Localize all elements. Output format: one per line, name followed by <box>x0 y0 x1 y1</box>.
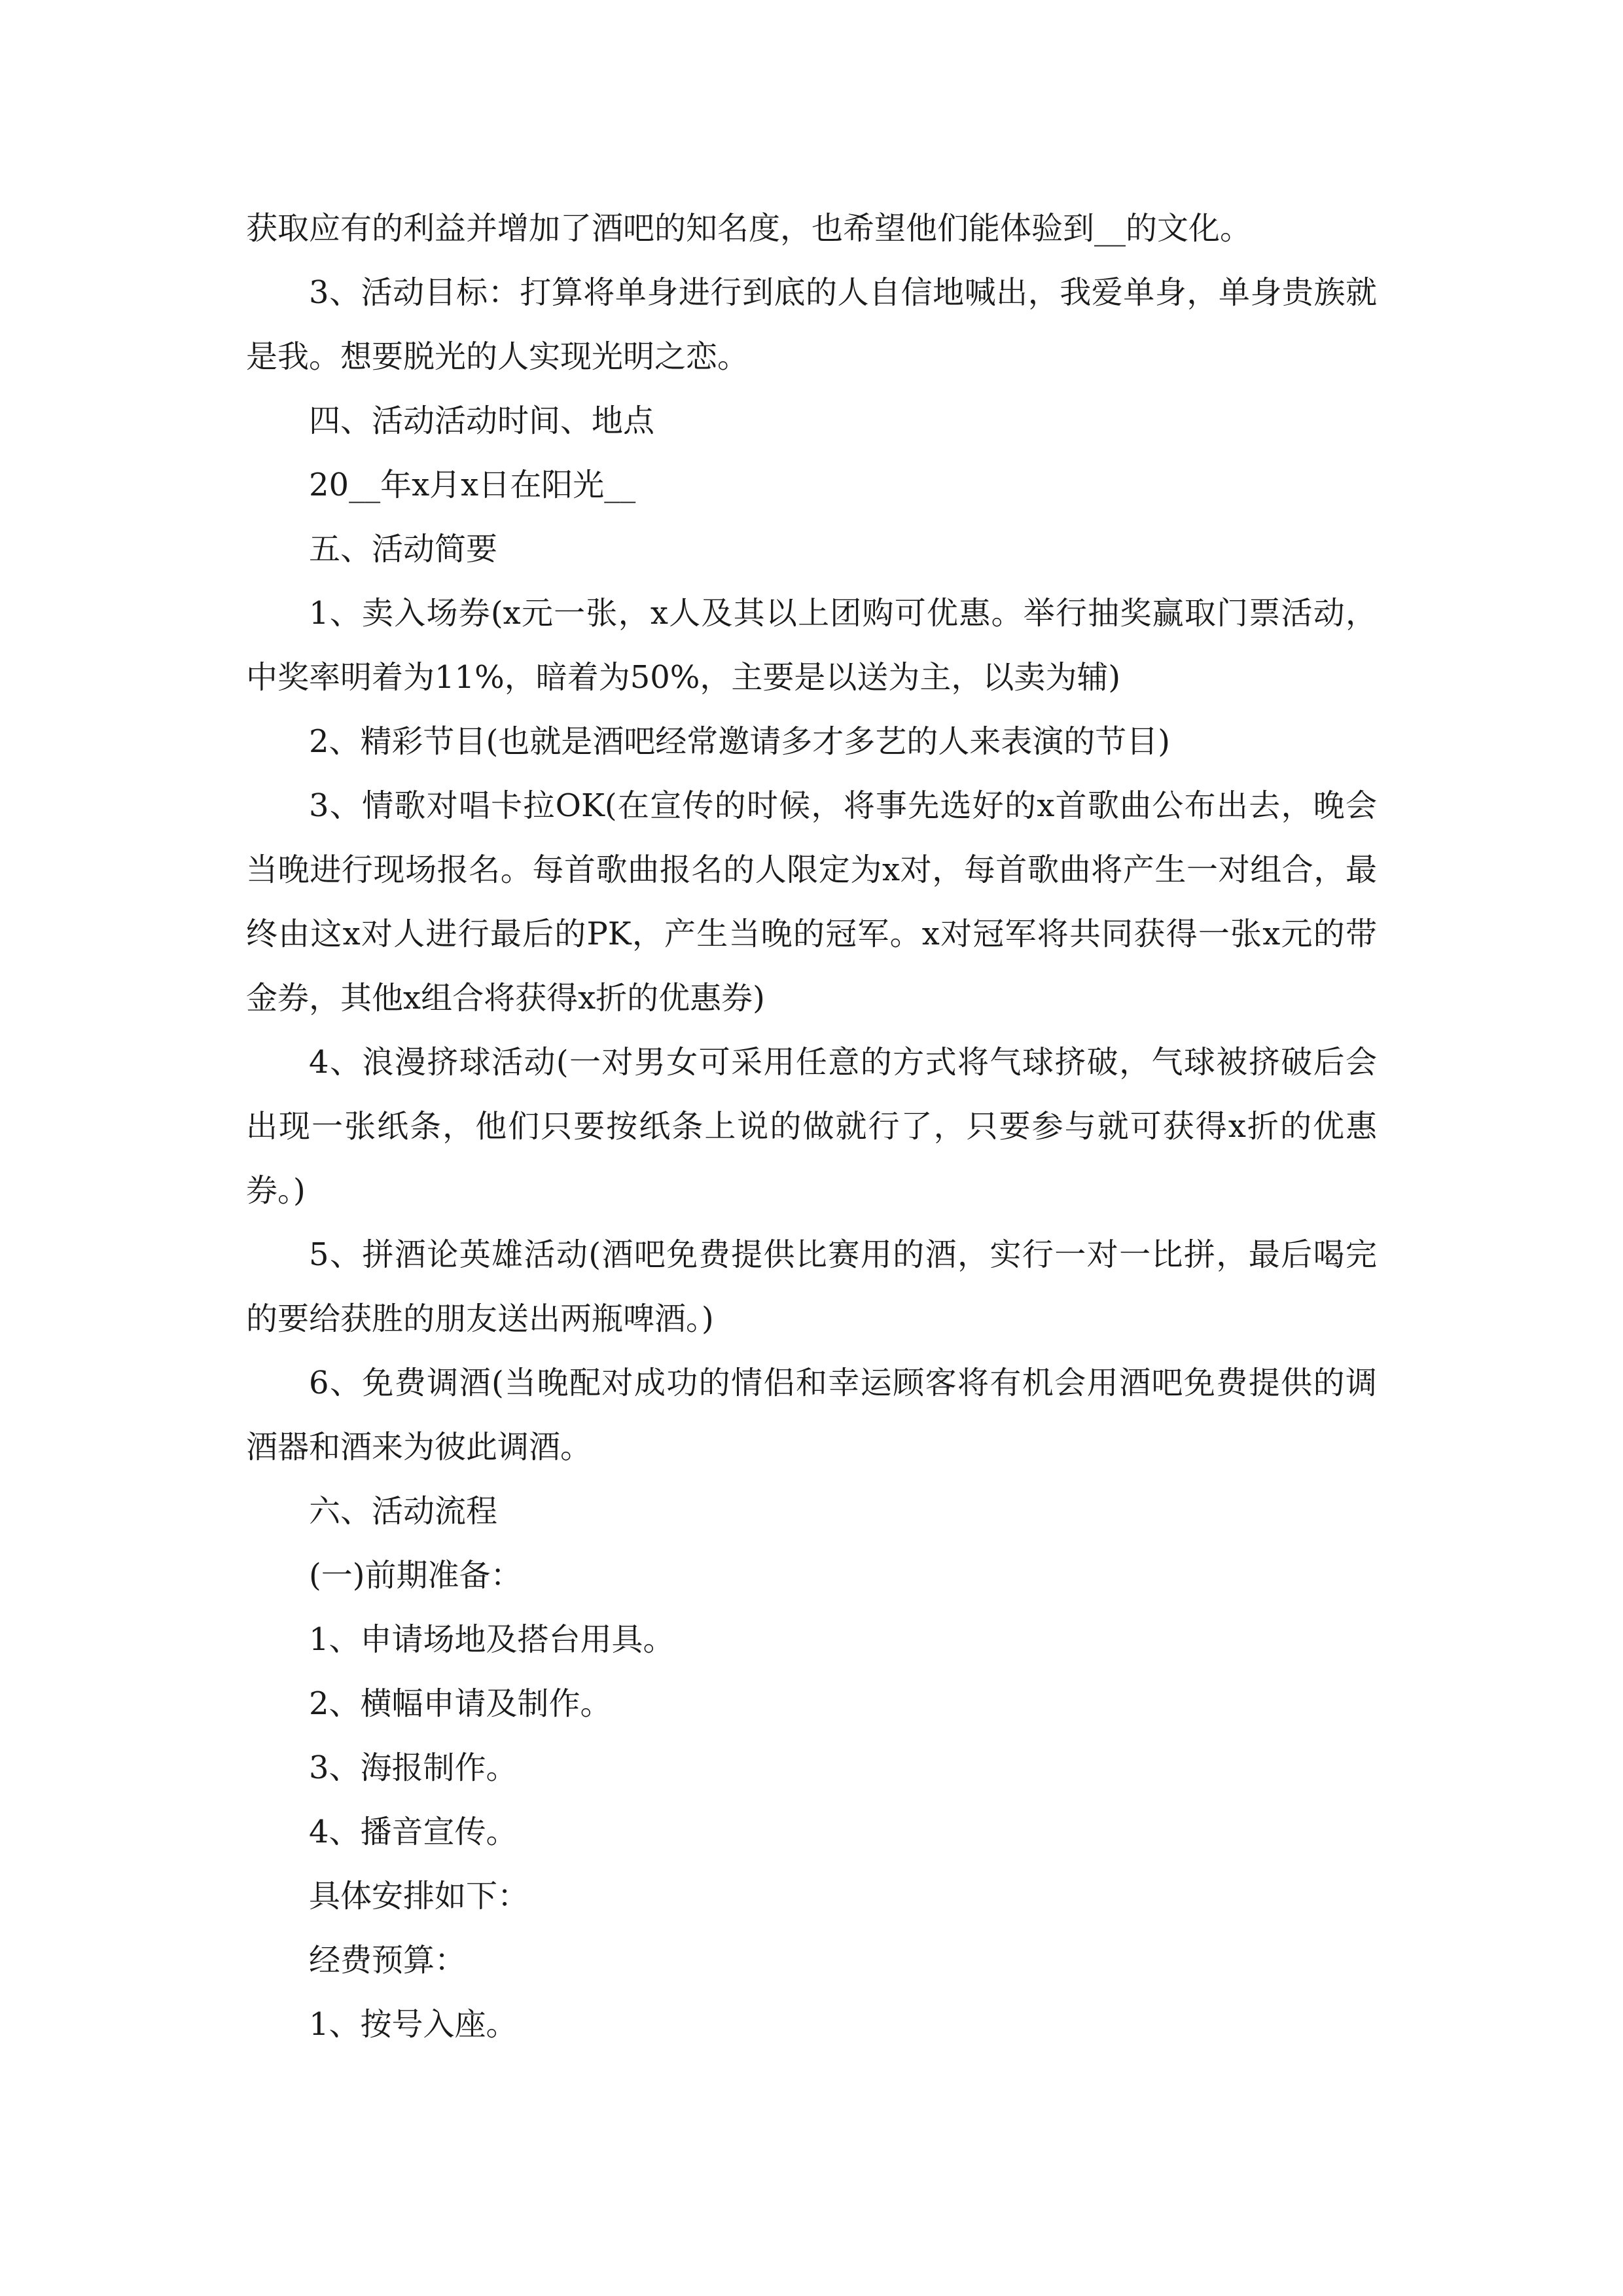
list-item-poster: 3、海报制作。 <box>309 1749 518 1786</box>
paragraph-item-balloon: 4、浪漫挤球活动(一对男女可采用任意的方式将气球挤破，气球被挤破后会出现一张纸条，他们只要按纸条上说的做就行了，只要参与就可获得x折的优惠券。) <box>246 1044 1377 1209</box>
paragraph-item-cocktail: 6、免费调酒(当晚配对成功的情侣和幸运顾客将有机会用酒吧免费提供的调酒器和酒来为彼此调酒。 <box>246 1365 1377 1465</box>
list-item-banner: 2、横幅申请及制作。 <box>309 1685 612 1722</box>
paragraph-budget: 经费预算： <box>309 1942 467 1979</box>
section-heading-time-place: 四、活动活动时间、地点 <box>309 403 655 439</box>
paragraph-continuation: 获取应有的利益并增加了酒吧的知名度，也希望他们能体验到__的文化。 <box>246 210 1252 247</box>
paragraph-item-tickets: 1、卖入场券(x元一张，x人及其以上团购可优惠。举行抽奖赢取门票活动，中奖率明着为11%，暗着为50%，主要是以送为主，以卖为辅) <box>246 595 1377 696</box>
paragraph-item-drinking: 5、拼酒论英雄活动(酒吧免费提供比赛用的酒，实行一对一比拼，最后喝完的要给获胜的朋友送出两瓶啤酒。) <box>246 1236 1377 1337</box>
list-item-broadcast: 4、播音宣传。 <box>309 1814 518 1850</box>
list-item-seating: 1、按号入座。 <box>309 2006 518 2043</box>
paragraph-arrangement: 具体安排如下： <box>309 1878 529 1914</box>
paragraph-item-karaoke: 3、情歌对唱卡拉OK(在宣传的时候，将事先选好的x首歌曲公布出去，晚会当晚进行现场报名。每首歌曲报名的人限定为x对，每首歌曲将产生一对组合，最终由这x对人进行最后的PK，产生当晚的冠军。x对冠军将共同获得一张x元的带金券，其他x组合将获得x折的优惠券) <box>246 787 1377 1016</box>
section-heading-summary: 五、活动简要 <box>309 531 498 567</box>
paragraph-item-performances: 2、精彩节目(也就是酒吧经常邀请多才多艺的人来表演的节目) <box>309 723 1170 760</box>
paragraph-activity-goal: 3、活动目标：打算将单身进行到底的人自信地喊出，我爱单身，单身贵族就是我。想要脱光的人实现光明之恋。 <box>246 274 1377 375</box>
section-heading-process: 六、活动流程 <box>309 1493 498 1530</box>
list-item-venue: 1、申请场地及搭台用具。 <box>309 1621 675 1658</box>
paragraph-date: 20__年x月x日在阳光__ <box>309 467 636 503</box>
subheading-preparation: (一)前期准备： <box>309 1557 522 1594</box>
document-body <box>246 196 1377 2056</box>
